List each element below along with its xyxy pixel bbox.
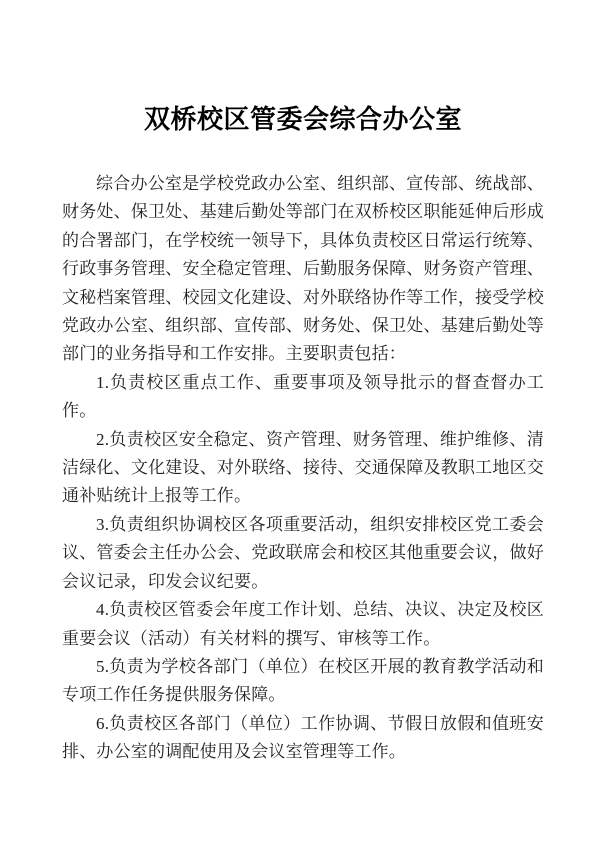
paragraph: 综合办公室是学校党政办公室、组织部、宣传部、统战部、财务处、保卫处、基建后勤处等部门在双桥校区职能延伸后形成的合署部门，在学校统一领导下，具体负责校区日常运行统筹、行政事务管理、安全稳定管理、后勤服务保障、财务资产管理、文秘档案管理、校园文化建设、对外联络协作等工作，接受学校党政办公室、组织部、宣传部、财务处、保卫处、基建后勤处等部门的业务指导和工作安排。主要职责包括： bbox=[62, 174, 544, 364]
paragraph: 5.负责为学校各部门（单位）在校区开展的教育教学活动和专项工作任务提供服务保障。 bbox=[62, 656, 544, 705]
document-body bbox=[62, 170, 544, 767]
paragraph: 1.负责校区重点工作、重要事项及领导批示的督查督办工作。 bbox=[62, 372, 544, 421]
paragraph: 2.负责校区安全稳定、资产管理、财务管理、维护维修、清洁绿化、文化建设、对外联络、接待、交通保障及教职工地区交通补贴统计上报等工作。 bbox=[62, 429, 544, 506]
paragraph: 4.负责校区管委会年度工作计划、总结、决议、决定及校区重要会议（活动）有关材料的撰写、审核等工作。 bbox=[62, 600, 544, 648]
paragraph: 6.负责校区各部门（单位）工作协调、节假日放假和值班安排、办公室的调配使用及会议室管理等工作。 bbox=[62, 713, 544, 762]
document-title: 双桥校区管委会综合办公室 bbox=[143, 105, 462, 134]
paragraph: 3.负责组织协调校区各项重要活动，组织安排校区党工委会议、管委会主任办公会、党政联席会和校区其他重要会议，做好会议记录，印发会议纪要。 bbox=[62, 514, 544, 591]
